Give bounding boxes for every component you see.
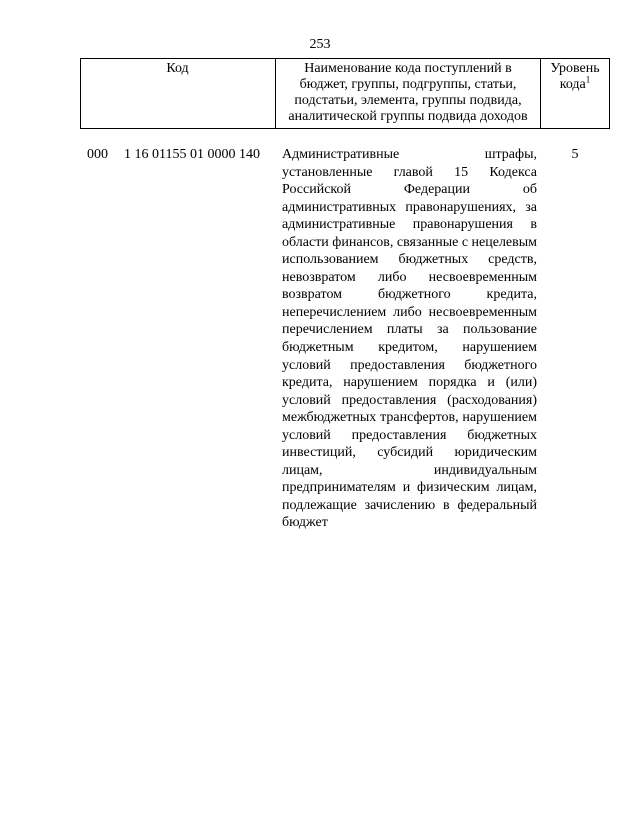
row-code-group: 000 — [87, 147, 108, 162]
header-level — [540, 61, 610, 93]
header-level-label: Уровень кода — [550, 61, 600, 92]
row-code-level: 5 — [571, 147, 579, 162]
header-code: Код — [166, 61, 189, 76]
row-revenue-name: Административные штрафы, установленные главой 15 Кодекса Российской Федерации об административных правонарушениях, за административные правонарушения в области финансов, связанные с нецелевым использованием бюджетных средств, невозвратом либо несвоевременным возвратом бюджетного кредита, неперечислением либо несвоевременным перечислением платы за пользование бюджетным кредитом, нарушением условий предоставления бюджетного кредита, нарушением порядка и (или) условий предоставления (расходования) межбюджетных трансфертов, нарушением условий предоставления бюджетных инвестиций, субсидий юридическим лицам, индивидуальным предпринимателям и физическим лицам, подлежащие зачислению в федеральный бюджет — [282, 147, 538, 531]
row-revenue-code: 1 16 01155 01 0000 140 — [124, 147, 260, 162]
table-header — [80, 58, 610, 128]
page-number: 253 — [309, 37, 331, 52]
header-border-divider-1 — [275, 58, 276, 128]
header-name: Наименование кода поступлений в бюджет, группы, подгруппы, статьи, подстатьи, элемента, группы подвида, аналитической группы подвида доходов — [288, 61, 528, 124]
header-top-border — [80, 58, 610, 59]
header-bottom-border — [80, 128, 610, 129]
header-level-footnote: 1 — [585, 74, 591, 85]
